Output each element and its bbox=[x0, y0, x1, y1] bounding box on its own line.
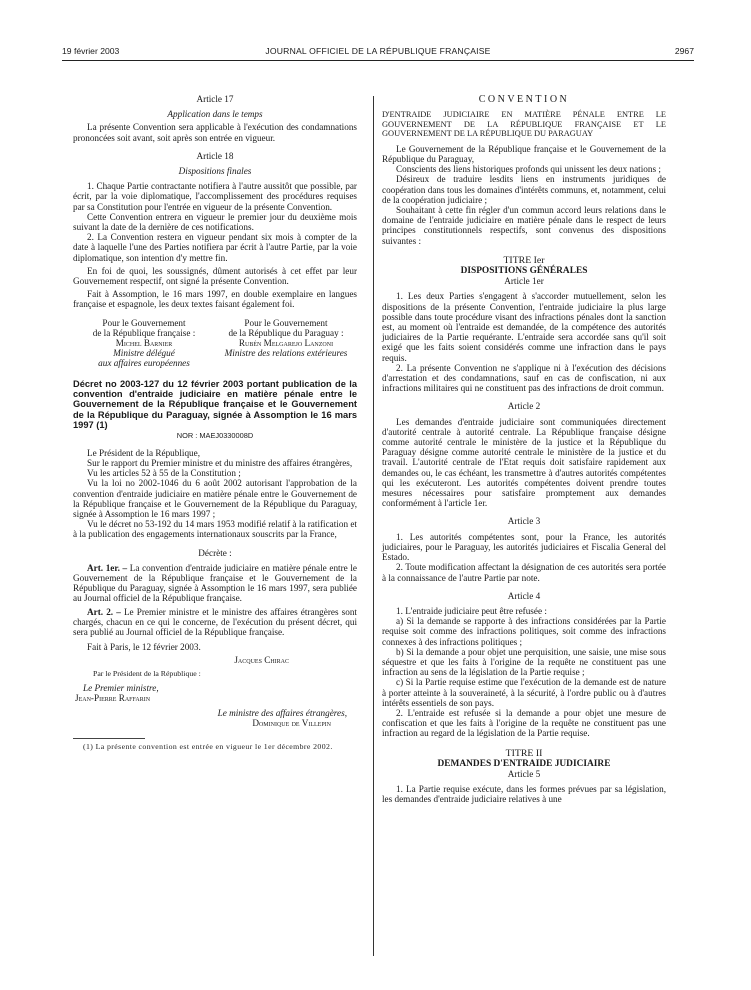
sig-fr-name: Michel Barnier bbox=[115, 338, 173, 349]
decree-article-2 bbox=[73, 607, 357, 638]
signature-france bbox=[73, 318, 215, 369]
article-18-para-5: Fait à Assomption, le 16 mars 1997, en double exemplaire en langues française et espagnole, les deux textes faisant également foi. bbox=[73, 289, 357, 310]
signature-chirac: Jacques Chirac bbox=[234, 655, 289, 666]
signature-villepin: Dominique de Villepin bbox=[252, 718, 331, 729]
article-2-para-1: Les demandes d'entraide judiciaire sont communiquées directement d'autorité centrale à autorité centrale. La République française désigne comme autorité centrale le ministère de la justice et la République du Paraguay désigne comme autorité centrale le ministère de la justice et du travail. L'autorité centrale de l'Etat requis doit satisfaire rapidement aux demandes ou, le cas échéant, les transmettre à d'autres autorités compétentes qui les exécuteront. Les autorités compétentes doivent prendre toutes mesures nécessaires pour satisfaire promptement aux demandes conformément à l'article 1er. bbox=[382, 416, 666, 509]
convention-subtitle: D'ENTRAIDE JUDICIAIRE EN MATIÈRE PÉNALE ENTRE LE GOUVERNEMENT DE LA RÉPUBLIQUE FRANÇAISE ET LE GOUVERNEMENT DE LA RÉPUBLIQUE DU PARAGUAY bbox=[382, 110, 666, 139]
decree-nor: NOR : MAEJ0330008D bbox=[176, 430, 254, 440]
article-18-title: Article 18 bbox=[196, 150, 234, 161]
decree-article-1-label: Art. 1er. – bbox=[87, 562, 128, 573]
article-4-title: Article 4 bbox=[507, 590, 541, 601]
decree-article-1 bbox=[73, 563, 357, 604]
article-17-title: Article 17 bbox=[196, 94, 234, 104]
sig-fr-line-1: Pour le Gouvernement bbox=[102, 317, 186, 328]
article-5-title: Article 5 bbox=[507, 768, 541, 779]
article-4-item-a: a) Si la demande se rapporte à des infractions considérées par la Partie requise soit comme des infractions politiques, soit comme des infractions connexes à des infractions politiques ; bbox=[382, 616, 666, 647]
left-column bbox=[73, 94, 357, 751]
right-column bbox=[382, 94, 666, 805]
decree-article-2-text: Le Premier ministre et le ministre des affaires étrangères sont chargés, chacun en ce qui le concerne, de l'exécution du présent décret, qui sera publié au Journal officiel de la République française. bbox=[73, 606, 357, 637]
decree-title: Décret no 2003-127 du 12 février 2003 portant publication de la convention d'entraide judiciaire en matière pénale entre le Gouvernement de la République française et le Gouvernement de la République du Paraguay, signée à Assomption le 16 mars 1997 (1) bbox=[73, 378, 357, 431]
titre-2: TITRE II bbox=[505, 747, 543, 759]
decree-article-1-text: La convention d'entraide judiciaire en matière pénale entre le Gouvernement de la République française et le Gouvernement de la République du Paraguay, signée à Assomption le 16 mars 1997, sera publiée au Journal officiel de la République française. bbox=[73, 562, 357, 604]
article-1-para-2: 2. La présente Convention ne s'applique ni à l'exécution des décisions d'arrestation et des condamnations, sauf en cas de confiscation, ni aux infractions militaires qui ne constituent pas des infractions de droit commun. bbox=[382, 362, 666, 394]
header-journal-title: JOURNAL OFFICIEL DE LA RÉPUBLIQUE FRANÇAISE bbox=[265, 46, 491, 56]
sig-py-name: Rubén Melgarejo Lanzoni bbox=[238, 338, 334, 349]
decree-article-2-label: Art. 2. – bbox=[87, 606, 121, 617]
convention-heading: CONVENTION bbox=[478, 94, 570, 105]
sig-py-role: Ministre des relations extérieures bbox=[224, 348, 348, 359]
decree-visa-2: Sur le rapport du Premier ministre et du ministre des affaires étrangères, bbox=[87, 457, 353, 468]
article-3-title: Article 3 bbox=[507, 516, 541, 527]
page-header bbox=[62, 46, 694, 61]
preamble-2: Conscients des liens historiques profonds qui unissent les deux nations ; bbox=[396, 164, 661, 175]
article-3-para-2: 2. Toute modification affectant la désignation de ces autorités sera portée à la connaissance de l'autre Partie par note. bbox=[382, 562, 666, 583]
preamble-3: Désireux de traduire lesdits liens en instruments juridiques de coopération dans tous les domaines d'intérêts communs, et, notamment, celui de la coopération judiciaire ; bbox=[382, 174, 666, 205]
sig-py-line-1: Pour le Gouvernement bbox=[244, 317, 328, 328]
article-3-para-1: 1. Les autorités compétentes sont, pour la France, les autorités judiciaires, pour le Paraguay, les autorités judiciaires et Fiscalia General del Estado. bbox=[382, 531, 666, 563]
signature-raffarin: Jean-Pierre Raffarin bbox=[75, 692, 151, 703]
sig-fr-role-1: Ministre délégué bbox=[113, 348, 175, 359]
par-le-president: Par le Président de la République : bbox=[93, 668, 201, 678]
article-17-text: La présente Convention sera applicable à l'exécution des condamnations prononcées soit avant, soit après son entrée en vigueur. bbox=[73, 122, 357, 143]
article-4-para-1: 1. L'entraide judiciaire peut être refusée : bbox=[396, 605, 547, 616]
sig-py-line-2: de la République du Paraguay : bbox=[228, 327, 344, 338]
article-4-item-b: b) Si la demande a pour objet une perquisition, une saisie, une mise sous séquestre et que les faits à l'origine de la requête ne constituent pas une infraction au sens de la législation de la Partie requise ; bbox=[382, 646, 666, 678]
header-page-number: 2967 bbox=[674, 46, 694, 56]
decree-visa-5: Vu le décret no 53-192 du 14 mars 1953 modifié relatif à la ratification et à la publication des engagements internationaux souscrits par la France, bbox=[73, 519, 357, 540]
article-18-para-4: En foi de quoi, les soussignés, dûment autorisés à cet effet par leur Gouvernement respectif, ont signé la présente Convention. bbox=[73, 265, 357, 287]
titre-1-subtitle: DISPOSITIONS GÉNÉRALES bbox=[460, 266, 588, 277]
article-5-para-1: 1. La Partie requise exécute, dans les formes prévues par sa législation, les demandes d'entraide judiciaire relatives à une bbox=[382, 784, 666, 805]
article-2-title: Article 2 bbox=[507, 401, 541, 412]
article-1-title: Article 1er bbox=[504, 276, 544, 287]
article-4-para-2: 2. L'entraide est refusée si la demande a pour objet une mesure de confiscation et que les faits à l'origine de la requête ne constituent pas une infraction au regard de la législation de la Partie requise. bbox=[382, 707, 666, 739]
preamble-1: Le Gouvernement de la République française et le Gouvernement de la République du Paraguay, bbox=[382, 143, 666, 164]
premier-ministre-label: Le Premier ministre, bbox=[83, 682, 159, 693]
decree-visa-1: Le Président de la République, bbox=[87, 447, 201, 458]
article-18-para-2: Cette Convention entrera en vigueur le premier jour du deuxième mois suivant la date de la dernière de ces notifications. bbox=[73, 211, 357, 233]
signature-block bbox=[73, 318, 357, 369]
ministre-ae-label: Le ministre des affaires étrangères, bbox=[217, 707, 347, 718]
article-18-subtitle: Dispositions finales bbox=[178, 166, 252, 177]
decree-decrete: Décrète : bbox=[198, 547, 232, 558]
article-18-para-1: 1. Chaque Partie contractante notifiera à l'autre aussitôt que possible, par écrit, par la voie diplomatique, l'accomplissement des procédures requises par sa Constitution pour l'entrée en vigueur de la présente Convention. bbox=[73, 181, 357, 212]
decree-fait: Fait à Paris, le 12 février 2003. bbox=[87, 642, 201, 653]
article-18-para-3: 2. La Convention restera en vigueur pendant six mois à compter de la date à laquelle l'une des Parties notifiera par écrit à l'autre Partie, par la voie diplomatique, son intention d'y mettre fin. bbox=[73, 232, 357, 263]
article-1-para-1: 1. Les deux Parties s'engagent à s'accorder mutuellement, selon les dispositions de la présente Convention, l'entraide judiciaire la plus large possible dans toute procédure visant des infractions pénales dont la sanction est, au moment où l'entraide est demandée, de la compétence des autorités judiciaires de la Partie requérante. L'entraide sera accordée sans qu'il soit exigé que les faits soient considérés comme une infraction dans le pays requis. bbox=[382, 291, 666, 363]
article-4-item-c: c) Si la Partie requise estime que l'exécution de la demande est de nature à porter atteinte à la souveraineté, à la sécurité, à l'ordre public ou à d'autres intérêts essentiels de son pays. bbox=[382, 677, 666, 708]
titre-1: TITRE Ier bbox=[503, 254, 545, 266]
decree-visa-3: Vu les articles 52 à 55 de la Constitution ; bbox=[87, 468, 241, 479]
titre-2-subtitle: DEMANDES D'ENTRAIDE JUDICIAIRE bbox=[437, 758, 611, 769]
sig-fr-role-2: aux affaires européennes bbox=[98, 358, 190, 369]
sig-fr-line-2: de la République française : bbox=[92, 327, 196, 338]
column-divider bbox=[373, 96, 374, 956]
decree-visa-4: Vu la loi no 2002-1046 du 6 août 2002 autorisant l'approbation de la convention d'entraide judiciaire en matière pénale entre le Gouvernement de la République française et le Gouvernement de la République du Paraguay, signée à Assomption le 16 mars 1997 ; bbox=[73, 478, 357, 519]
article-17-subtitle: Application dans le temps bbox=[167, 109, 263, 120]
footnote: (1) La présente convention est entrée en vigueur le 1er décembre 2002. bbox=[83, 742, 333, 752]
header-date: 19 février 2003 bbox=[62, 46, 120, 56]
preamble-4: Souhaitant à cette fin régler d'un commun accord leurs relations dans le domaine de l'entraide judiciaire en matière pénale dans le respect de leurs principes constitutionnels respectifs, sont convenus des dispositions suivantes : bbox=[382, 205, 666, 246]
signature-paraguay bbox=[215, 318, 357, 369]
